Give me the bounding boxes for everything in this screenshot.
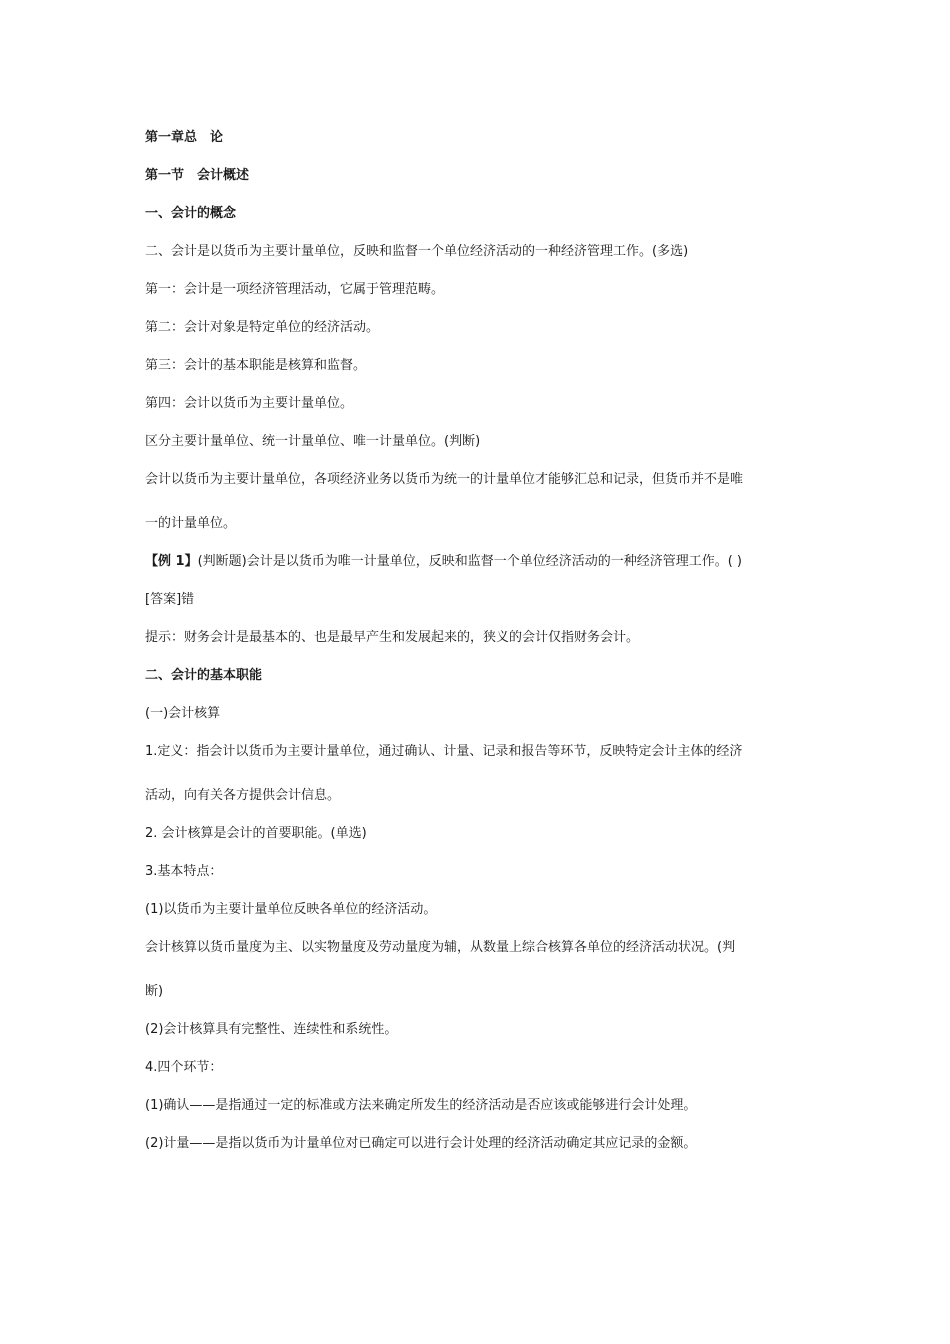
distinguish: 区分主要计量单位、统一计量单位、唯一计量单位。(判断) (145, 434, 481, 449)
heading-concept: 一、会计的概念 (145, 206, 237, 221)
point-3: 第三：会计的基本职能是核算和监督。 (145, 358, 367, 373)
def-2: 2. 会计核算是会计的首要职能。(单选) (145, 826, 367, 841)
definition: 二、会计是以货币为主要计量单位，反映和监督一个单位经济活动的一种经济管理工作。(多选) (145, 244, 689, 259)
chapter-title: 第一章总 论 (145, 130, 224, 145)
def-3: 3.基本特点： (145, 864, 223, 879)
heading-functions: 二、会计的基本职能 (145, 668, 263, 683)
def-4: 4.四个环节： (145, 1060, 223, 1075)
example-tag: 【例 1】 (145, 554, 198, 569)
feature-2: (2)会计核算具有完整性、连续性和系统性。 (145, 1022, 398, 1037)
example-text: (判断题)会计是以货币为唯一计量单位，反映和监督一个单位经济活动的一种经济管理工作。( ) (197, 554, 742, 569)
point-2: 第二：会计对象是特定单位的经济活动。 (145, 320, 380, 335)
feature-1: (1)以货币为主要计量单位反映各单位的经济活动。 (145, 902, 437, 917)
step-2: (2)计量——是指以货币为计量单位对已确定可以进行会计处理的经济活动确定其应记录的金额。 (145, 1136, 697, 1151)
def-1-line-1: 1.定义：指会计以货币为主要计量单位，通过确认、计量、记录和报告等环节，反映特定会计主体的经济 (145, 744, 743, 759)
section-title: 第一节 会计概述 (145, 168, 250, 183)
accounting-title: (一)会计核算 (145, 706, 221, 721)
explain-line-1: 会计以货币为主要计量单位，各项经济业务以货币为统一的计量单位才能够汇总和记录，但货币并不是唯 (145, 472, 744, 487)
document-page (145, 128, 825, 1172)
example-1 (145, 552, 825, 590)
point-1: 第一：会计是一项经济管理活动，它属于管理范畴。 (145, 282, 445, 297)
step-1: (1)确认——是指通过一定的标准或方法来确定所发生的经济活动是否应该或能够进行会计处理。 (145, 1098, 697, 1113)
answer: [答案]错 (145, 592, 195, 607)
point-4: 第四：会计以货币为主要计量单位。 (145, 396, 354, 411)
hint: 提示：财务会计是最基本的、也是最早产生和发展起来的，狭义的会计仅指财务会计。 (145, 630, 640, 645)
def-1-line-2: 活动，向有关各方提供会计信息。 (145, 788, 341, 803)
feature-1-explain-line-1: 会计核算以货币量度为主、以实物量度及劳动量度为辅，从数量上综合核算各单位的经济活动状况。(判 (145, 940, 736, 955)
explain-line-2: 一的计量单位。 (145, 516, 237, 531)
feature-1-explain-line-2: 断) (145, 984, 164, 999)
